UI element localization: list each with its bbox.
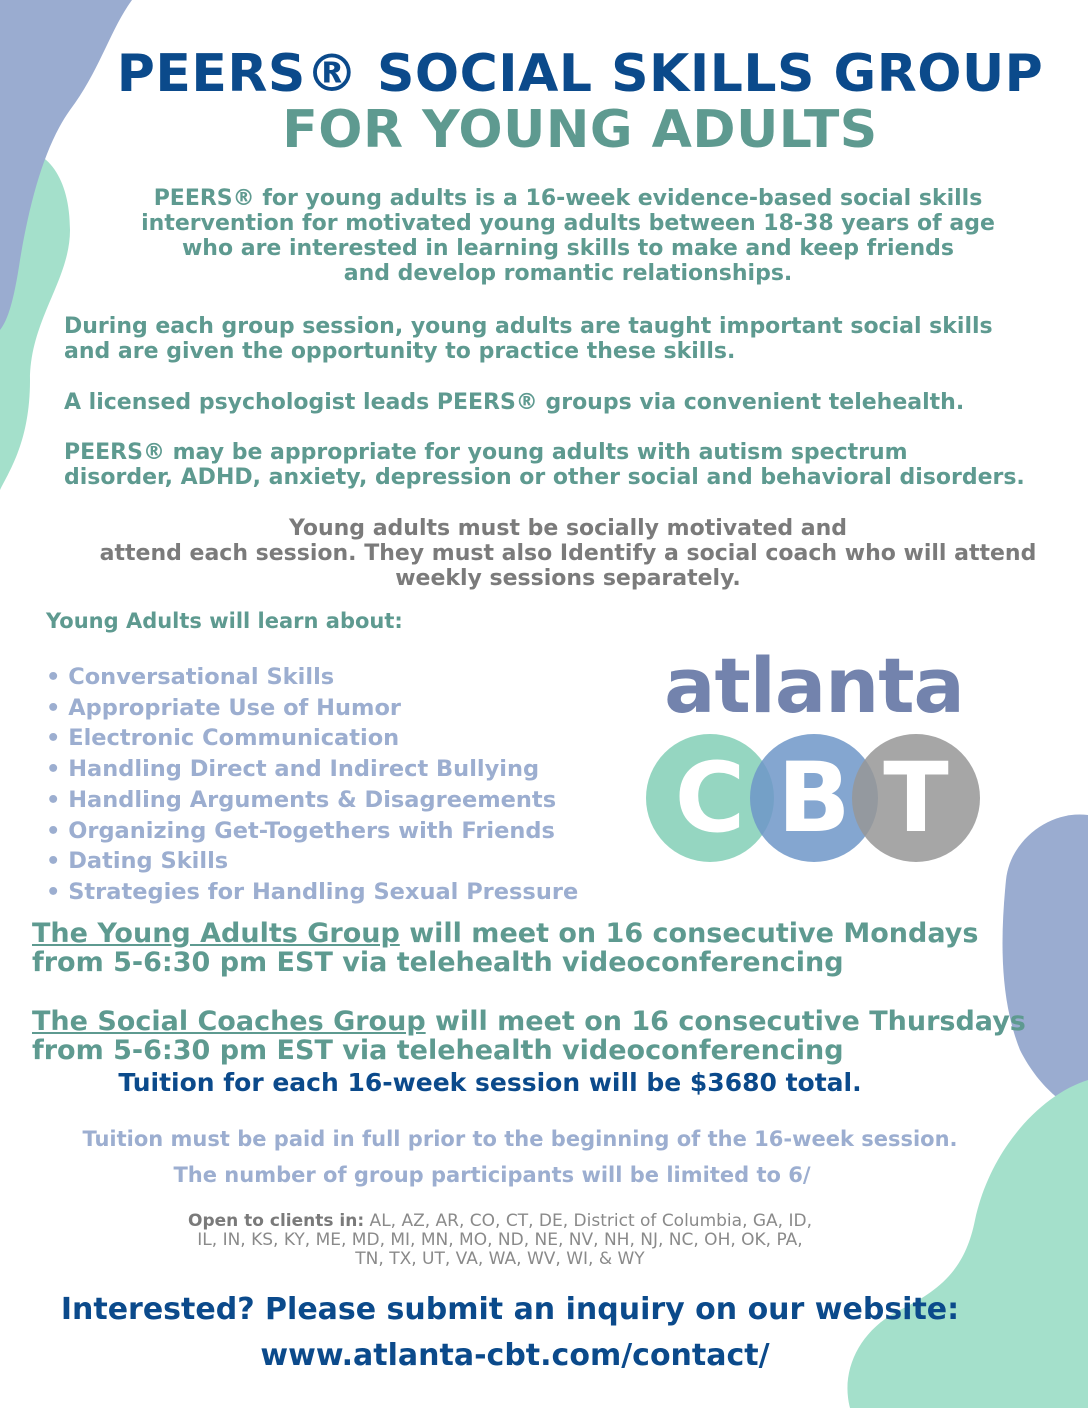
appropriate-line: disorder, ADHD, anxiety, depression or other social and behavioral disorders. <box>64 465 1025 490</box>
learn-list-item: • Handling Direct and Indirect Bullying <box>46 756 540 783</box>
session-line: During each group session, young adults are taught important social skills <box>64 314 993 339</box>
young-adults-schedule-line-2: from 5-6:30 pm EST via telehealth videoconferencing <box>32 947 844 978</box>
cta-heading: Interested? Please submit an inquiry on our website: <box>60 1292 960 1327</box>
contact-url-link[interactable]: www.atlanta-cbt.com/contact/ <box>260 1338 770 1373</box>
young-adults-schedule-line-1 <box>32 919 978 948</box>
intro-line: PEERS® for young adults is a 16-week evidence-based social skills <box>153 186 983 211</box>
bottom-right-blue-blob <box>1003 814 1088 1115</box>
learn-list-item: • Strategies for Handling Sexual Pressure <box>46 878 579 905</box>
states-line-2: IL, IN, KS, KY, ME, MD, MI, MN, MO, ND, NE, NV, NH, NJ, NC, OH, OK, PA, <box>197 1230 803 1250</box>
social-coaches-schedule <box>32 1007 1026 1065</box>
session-paragraph <box>64 314 993 364</box>
young-adults-schedule-days: will meet on 16 consecutive Mondays <box>399 918 979 949</box>
learn-list-item: • Organizing Get-Togethers with Friends <box>46 817 555 844</box>
intro-paragraph <box>0 186 1088 286</box>
logo-circle-b: B <box>750 734 878 862</box>
states-line-1 <box>0 1212 1000 1231</box>
learn-list-item: • Dating Skills <box>46 848 229 875</box>
states-label: Open to clients in: <box>188 1211 365 1231</box>
learn-list-item: • Appropriate Use of Humor <box>46 694 402 721</box>
tuition-statement: Tuition for each 16-week session will be $3680 total. <box>118 1068 862 1097</box>
appropriate-line: PEERS® may be appropriate for young adults with autism spectrum <box>64 440 908 465</box>
intro-line: and develop romantic relationships. <box>343 261 793 286</box>
young-adults-group-link[interactable]: The Young Adults Group <box>32 918 400 949</box>
logo-circle-c: C <box>646 734 774 862</box>
tuition-note: Tuition must be paid in full prior to the beginning of the 16-week session. <box>82 1127 958 1151</box>
intro-line: who are interested in learning skills to make and keep friends <box>181 236 955 261</box>
intro-line: intervention for motivated young adults between 18-38 years of age <box>141 211 995 236</box>
logo-wordmark: atlanta <box>664 641 964 730</box>
requirement-line: attend each session. They must also Identify a social coach who will attend <box>99 541 1037 566</box>
learn-list <box>46 662 578 908</box>
social-coaches-schedule-line-2: from 5-6:30 pm EST via telehealth videoconferencing <box>32 1035 844 1066</box>
title-line-2: FOR YOUNG ADULTS <box>282 100 878 160</box>
session-line: and are given the opportunity to practice these skills. <box>64 339 736 364</box>
psychologist-paragraph: A licensed psychologist leads PEERS® groups via convenient telehealth. <box>64 390 965 415</box>
participants-note: The number of group participants will be limited to 6/ <box>173 1163 811 1187</box>
social-coaches-group-link[interactable]: The Social Coaches Group <box>32 1006 426 1037</box>
title-line-1: PEERS® SOCIAL SKILLS GROUP <box>116 44 1044 104</box>
requirement-line: weekly sessions separately. <box>395 566 741 591</box>
states-line-3: TN, TX, UT, VA, WA, WV, WI, & WY <box>355 1249 645 1269</box>
learn-list-item: • Conversational Skills <box>46 664 335 690</box>
learn-list-item: • Handling Arguments & Disagreements <box>46 786 557 813</box>
learn-list-item: • Electronic Communication <box>46 725 400 752</box>
requirement-line: Young adults must be socially motivated and <box>288 516 848 541</box>
social-coaches-schedule-line-1 <box>32 1007 1026 1036</box>
requirement-paragraph <box>0 516 1088 591</box>
learn-heading: Young Adults will learn about: <box>46 609 403 633</box>
atlanta-cbt-logo <box>646 610 982 892</box>
social-coaches-schedule-days: will meet on 16 consecutive Thursdays <box>425 1006 1026 1037</box>
states-list <box>0 1212 1000 1269</box>
logo-circle-t: T <box>852 734 980 862</box>
appropriate-paragraph <box>64 440 1025 490</box>
young-adults-schedule <box>32 919 978 977</box>
states-values: AL, AZ, AR, CO, CT, DE, District of Columbia, GA, ID, <box>364 1211 812 1231</box>
